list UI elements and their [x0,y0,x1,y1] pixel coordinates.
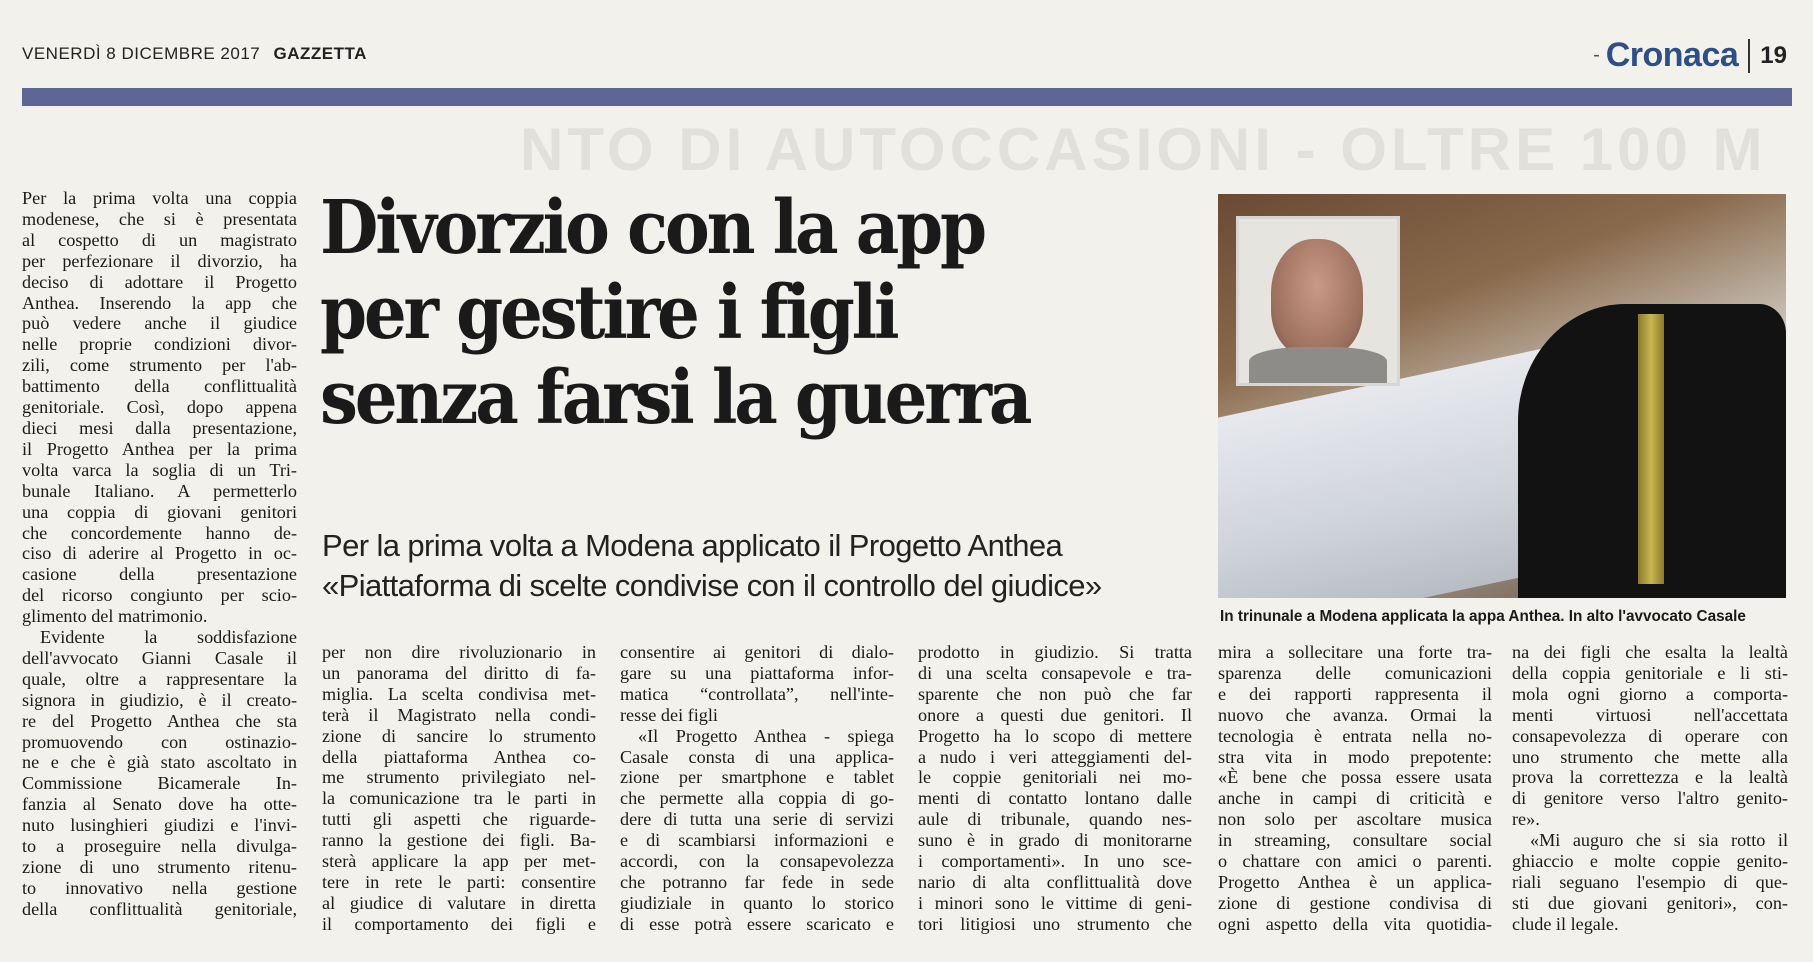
text-line: accordi, con la consapevolezza [620,851,894,872]
text-line: mira a sollecitare una forte tra- [1218,642,1492,662]
text-line: prova la correttezza e la lealtà [1512,767,1788,788]
text-line: stra vita in modo prepotente: [1218,746,1492,767]
text-line: dieci mesi dalla presentazione, [22,417,297,438]
text-line: zili, come strumento per l'ab- [22,355,297,376]
text-line: anche in campi di criticità e [1218,788,1492,809]
text-line: tecnologia è entrata nella no- [1218,725,1492,746]
text-line: del ricorso congiunto per scio- [22,585,297,606]
text-line: dell'avvocato Gianni Casale il [22,647,297,668]
text-line: ciso di aderire al Progetto in oc- [22,543,297,564]
text-line: Casale consta di una applica- [620,746,894,767]
article-column-4 [918,642,1192,935]
text-line: e dei rapporti rappresenta il [1218,683,1492,704]
lawyer-portrait [1236,216,1400,386]
text-line: fanzia al Senato dove ha otte- [22,794,297,815]
text-line: non solo per ascoltare musica [1218,809,1492,830]
subheadline-line: Per la prima volta a Modena applicato il Progetto Anthea [322,528,1063,563]
text-line: nelle proprie condizioni divor- [22,334,297,355]
text-line: la comunicazione tra le parti in [322,788,596,809]
text-line: riali seguano l'esempio di que- [1512,871,1788,892]
section-label [1593,36,1787,75]
text-line: nario di alta conflittualità dove [918,871,1192,892]
text-line: battimento della conflittualità [22,376,297,397]
text-line: uno strumento che mette alla [1512,746,1788,767]
text-line: promuovendo con ostinazio- [22,731,297,752]
text-line: deciso di adottare il Progetto [22,271,297,292]
text-line: prodotto in giudizio. Si tratta [918,642,1192,662]
text-line: quale, oltre a rappresentare la [22,668,297,689]
text-line: clude il legale. [1512,913,1619,934]
text-line: sti due giovani genitori», con- [1512,892,1788,913]
text-line: me strumento privilegiato nel- [322,767,596,788]
text-line: tutti gli aspetti che riguarde- [322,809,596,830]
page-header [0,0,1813,92]
text-line: nuto lusinghieri giudizi e l'invi- [22,815,297,836]
text-line: signora in giudizio, è il creato- [22,689,297,710]
text-line: della coppia genitoriale e li sti- [1512,662,1788,683]
text-line: sparente che non può che far [918,683,1192,704]
text-line: casione della presentazione [22,564,297,585]
text-line: «Il Progetto Anthea - spiega [638,725,894,746]
text-line: «Mi auguro che si sia rotto il [1530,830,1788,851]
text-line: Progetto Anthea è un applica- [1218,871,1492,892]
text-line: le coppie genitoriali nei mo- [918,767,1192,788]
article-column-2 [322,642,596,935]
text-line: o chattare con amici o parenti. [1218,851,1492,872]
photo-caption: In trinunale a Modena applicata la appa Anthea. In alto l'avvocato Casale [1220,608,1746,625]
text-line: suno è in grado di monitorarne [918,830,1192,851]
text-line: modenese, che si è presentata [22,208,297,229]
header-rule [22,88,1792,106]
text-line: onore a questi due genitori. Il [918,704,1192,725]
text-line: tere in rete le parti: consentire [322,871,596,892]
text-line: i comportamenti». In uno sce- [918,851,1192,872]
newspaper-name: GAZZETTA [273,44,367,63]
section-name: Cronaca [1605,36,1739,74]
text-line: Progetto ha lo scopo di mettere [918,725,1192,746]
text-line: per perfezionare il divorzio, ha [22,250,297,271]
text-line: mola ogni giorno a comporta- [1512,683,1788,704]
text-line: di genitore verso l'altro genito- [1512,788,1788,809]
text-line: to innovativo nella gestione [22,877,297,898]
text-line: che concordemente hanno de- [22,522,297,543]
text-line: che potranno far fede in sede [620,871,894,892]
show-through-text: NTO DI AUTOCCASIONI - OLTRE 100 M [520,116,1767,183]
text-line: consentire ai genitori di dialo- [620,642,894,662]
text-line: tori litigiosi uno strumento che [918,913,1192,934]
text-line: consapevolezza di operare con [1512,725,1788,746]
page-number: 19 [1760,41,1787,69]
text-line: dere di tutta una serie di servizi [620,809,894,830]
text-line: zione di gestione condivisa di [1218,892,1492,913]
text-line: matica “controllata”, nell'inte- [620,683,894,704]
text-line: zione di sancire lo strumento [322,725,596,746]
text-line: zione di uno strumento ritenu- [22,857,297,877]
text-line: aule di tribunale, quando nes- [918,809,1192,830]
portrait-face [1271,239,1363,357]
text-line: al cospetto di un magistrato [22,229,297,250]
text-line: a nudo i veri atteggiamenti del- [918,746,1192,767]
text-line: giudiziale in quanto lo storico [620,892,894,913]
text-line: ghiaccio e molte coppie genito- [1512,851,1788,872]
text-line: una coppia di giovani genitori [22,501,297,522]
text-line: menti virtuosi nell'accettata [1512,704,1788,725]
text-line: glimento del matrimonio. [22,606,208,627]
text-line: di una scelta consapevole e tra- [918,662,1192,683]
text-line: terà il Magistrato nella condi- [322,704,596,725]
text-line: genitoriale. Così, dopo appena [22,397,297,418]
dateline [22,44,367,64]
headline-line: per gestire i figli [320,270,897,356]
article-column-6 [1512,642,1788,935]
text-line: re del Progetto Anthea che sta [22,710,297,731]
text-line: al giudice di valutare in diretta [322,892,596,913]
text-line: della piattaforma Anthea co- [322,746,596,767]
article-column-1 [22,188,297,920]
text-line: di esse potrà essere scaricato e [620,913,894,934]
portrait-shirt [1249,347,1387,383]
article-photo [1218,194,1786,598]
text-line: sparenza delle comunicazioni [1218,662,1492,683]
gold-tassel [1638,314,1664,584]
text-line: ogni aspetto della vita quotidia- [1218,913,1492,934]
issue-date: VENERDÌ 8 DICEMBRE 2017 [22,44,261,63]
text-line: zione per smartphone e tablet [620,767,894,788]
article-column-5 [1218,642,1492,935]
text-line: Per la prima volta una coppia [22,188,297,208]
text-line: ne e che è già stato ascoltato in [22,752,297,773]
text-line: ranno la gestione dei figli. Ba- [322,830,596,851]
text-line: gare su una piattaforma infor- [620,662,894,683]
text-line: può vedere anche il giudice [22,313,297,334]
text-line: Anthea. Inserendo la app che [22,292,297,313]
text-line: per non dire rivoluzionario in [322,642,596,662]
text-line: miglia. La scelta condivisa met- [322,683,596,704]
text-line: «È bene che possa essere usata [1218,767,1492,788]
text-line: i minori sono le vittime di geni- [918,892,1192,913]
text-line: e di scambiarsi informazioni e [620,830,894,851]
text-line: bunale Italiano. A permetterlo [22,480,297,501]
text-line: il comportamento dei figli e [322,913,596,934]
text-line: re». [1512,809,1540,830]
text-line: na dei figli che esalta la lealtà [1512,642,1788,662]
text-line: che permette alla coppia di go- [620,788,894,809]
section-dash: - [1593,44,1600,66]
subheadline-line: «Piattaforma di scelte condivise con il controllo del giudice» [322,568,1102,603]
text-line: to a proseguire nella divulga- [22,836,297,857]
text-line: Evidente la soddisfazione [40,627,297,648]
text-line: resse dei figli [620,704,718,725]
text-line: della conflittualità genitoriale, [22,898,297,919]
article-column-3 [620,642,894,935]
section-divider [1748,39,1750,73]
text-line: Commissione Bicamerale In- [22,773,297,794]
text-line: un panorama del diritto di fa- [322,662,596,683]
text-line: in streaming, consultare social [1218,830,1492,851]
headline [320,186,1121,441]
headline-line: Divorzio con la app [320,185,984,271]
text-line: menti di contatto lontano dalle [918,788,1192,809]
text-line: il Progetto Anthea per la prima [22,438,297,459]
subheadline [322,526,1222,606]
text-line: volta varca la soglia di un Tri- [22,459,297,480]
headline-line: senza farsi la guerra [320,355,1030,441]
text-line: sterà applicare la app per met- [322,851,596,872]
text-line: nuovo che avanza. Ormai la [1218,704,1492,725]
